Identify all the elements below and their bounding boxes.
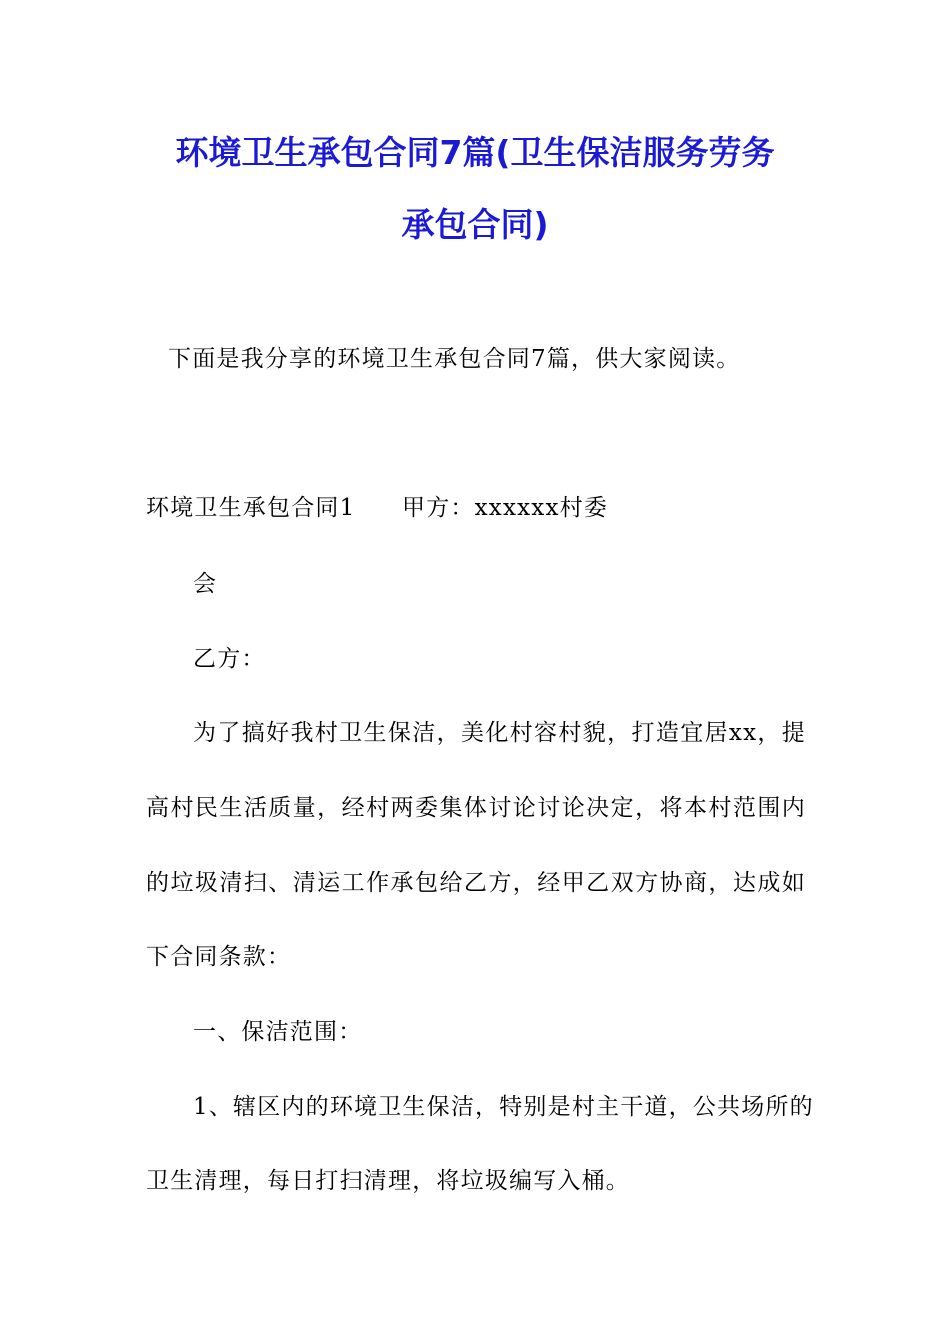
- paragraph-line: 的垃圾清扫、清运工作承包给乙方，经甲乙双方协商，达成如: [146, 870, 806, 896]
- clause-heading: 一、保洁范围：: [193, 1019, 363, 1045]
- section-heading: 环境卫生承包合同1: [146, 495, 356, 521]
- intro-text: 下面是我分享的环境卫生承包合同7篇，供大家阅读。: [168, 346, 741, 372]
- paragraph-line: 下合同条款：: [146, 944, 292, 970]
- party-a-continued: 会: [193, 571, 218, 597]
- paragraph-line: 高村民生活质量，经村两委集体讨论讨论决定，将本村范围内: [146, 795, 806, 821]
- paragraph-line: 为了搞好我村卫生保洁，美化村容村貌，打造宜居xx，提: [193, 720, 806, 746]
- party-b: 乙方：: [193, 646, 266, 672]
- document-title-line-2: 承包合同): [401, 205, 549, 244]
- party-a: 甲方：xxxxxx村委: [402, 495, 609, 521]
- clause-item-line: 卫生清理，每日打扫清理，将垃圾编写入桶。: [146, 1168, 630, 1194]
- clause-item-line: 1、辖区内的环境卫生保洁，特别是村主干道，公共场所的: [193, 1094, 814, 1120]
- document-title-line-1: 环境卫生承包合同7篇(卫生保洁服务劳务: [175, 133, 775, 172]
